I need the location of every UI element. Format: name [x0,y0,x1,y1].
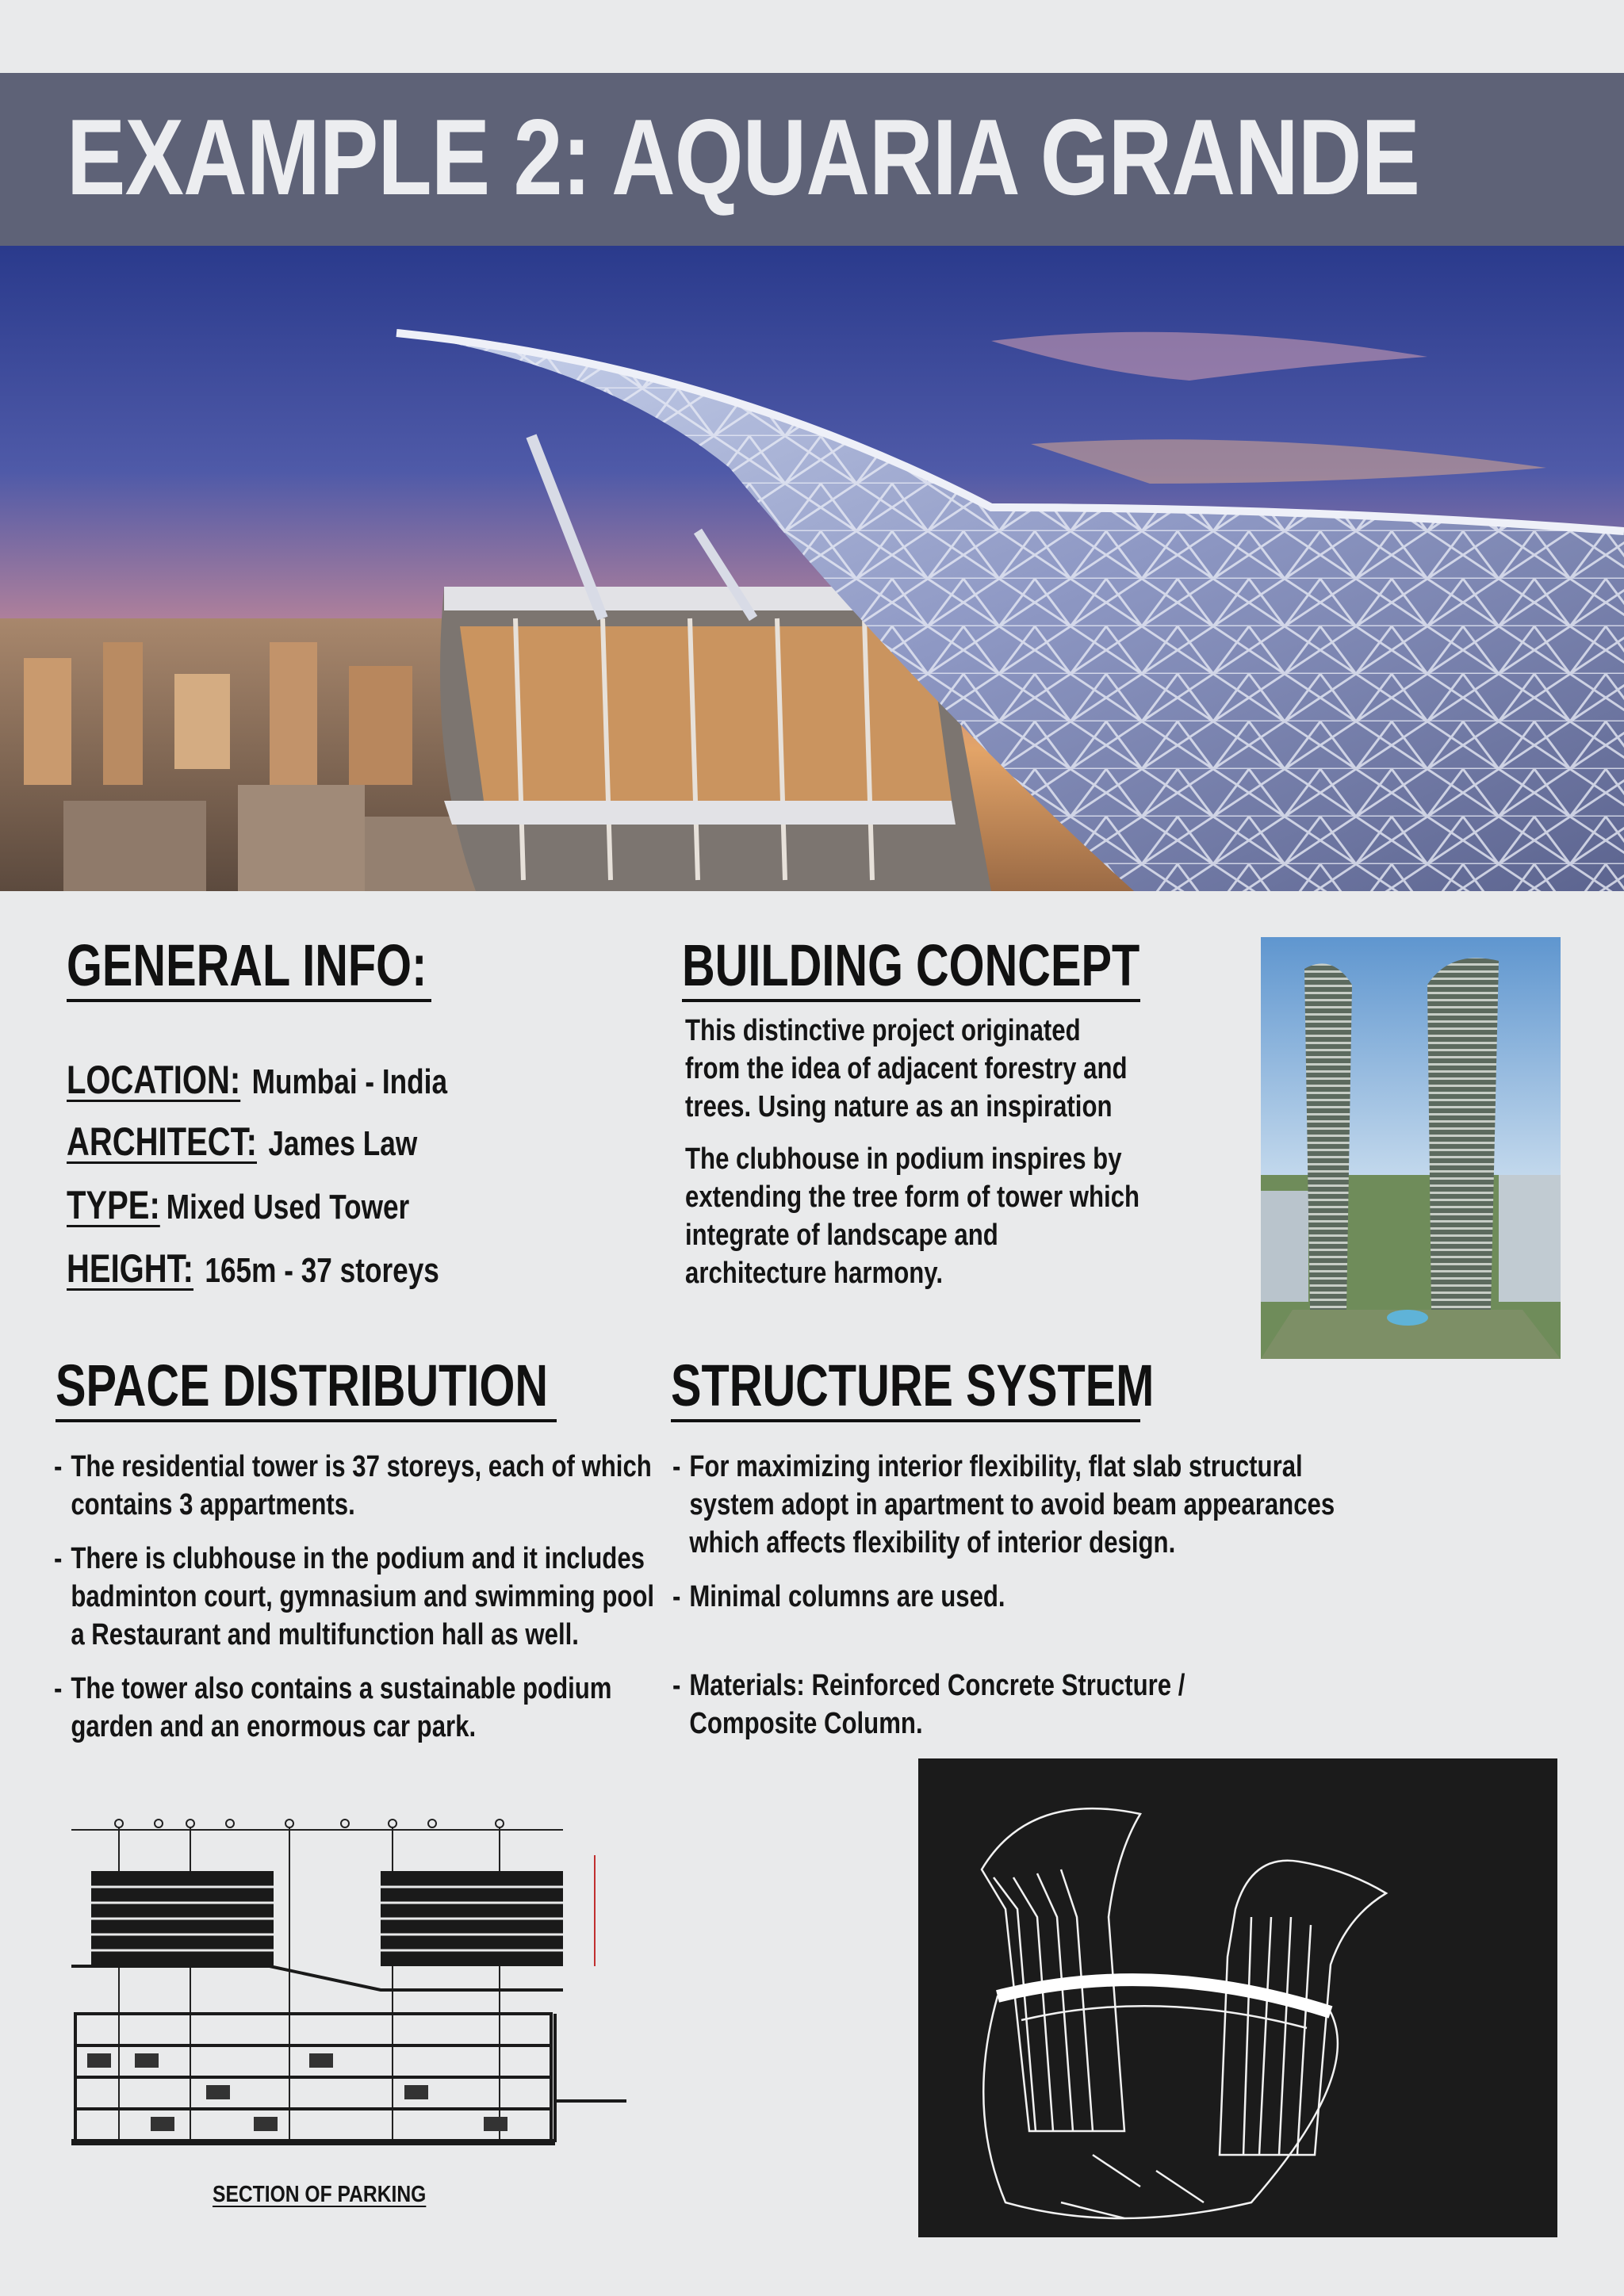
twin-towers-image [1261,937,1561,1359]
type-line [67,1183,409,1230]
structure-system-underline [671,1419,1140,1422]
height-label: HEIGHT: [67,1246,193,1291]
height-value: 165m - 37 storeys [205,1251,439,1290]
hero-image [0,246,1624,891]
building-concept-heading: BUILDING CONCEPT [682,932,1140,998]
structure-bullet-2: - Minimal columns are used. [672,1578,1342,1616]
building-concept-underline [682,999,1140,1002]
page-title: EXAMPLE 2: AQUARIA GRANDE [67,97,1420,217]
structure-wireframe-image [918,1758,1557,2237]
space-distribution-heading: SPACE DISTRIBUTION [56,1353,549,1418]
height-line [67,1246,439,1293]
structure-system-list [672,1448,1342,1743]
location-line [67,1058,447,1104]
general-info-underline [67,999,431,1002]
space-bullet-1: - The residential tower is 37 storeys, each of which contains 3 appartments. [54,1448,659,1524]
space-distribution-underline [56,1419,557,1422]
parking-section-caption: SECTION OF PARKING [213,2182,427,2207]
location-value: Mumbai - India [251,1062,448,1101]
architect-value: James Law [268,1124,418,1163]
location-label: LOCATION: [67,1058,241,1102]
concept-paragraph-1: This distinctive project originated from the idea of adjacent forestry and trees. Using nature as an inspiration [685,1014,1128,1123]
building-concept-text [685,1012,1140,1307]
concept-paragraph-2: The clubhouse in podium inspires by extending the tree form of tower which integrate of landscape and architecture harmony. [685,1142,1140,1290]
general-info-heading: GENERAL INFO: [67,932,427,998]
structure-bullet-1: - For maximizing interior flexibility, flat slab structural system adopt in apartment to avoid beam appearances which affects flexibility of interior design. [672,1448,1342,1562]
type-value: Mixed Used Tower [166,1188,410,1226]
structure-bullet-3: - Materials: Reinforced Concrete Structure / Composite Column. [672,1667,1281,1743]
architect-line [67,1119,417,1166]
architect-label: ARCHITECT: [67,1119,257,1164]
type-label: TYPE: [67,1183,160,1227]
space-distribution-list-wrap [54,1448,659,1762]
structure-system-list-wrap [672,1448,1342,1758]
parking-section-drawing [71,1808,634,2156]
space-bullet-3: - The tower also contains a sustainable podium garden and an enormous car park. [54,1670,659,1746]
structure-system-heading: STRUCTURE SYSTEM [671,1353,1155,1418]
space-distribution-list [54,1448,659,1746]
space-bullet-2: - There is clubhouse in the podium and it includes badminton court, gymnasium and swimming pool a Restaurant and multifunction hall as well. [54,1540,659,1654]
